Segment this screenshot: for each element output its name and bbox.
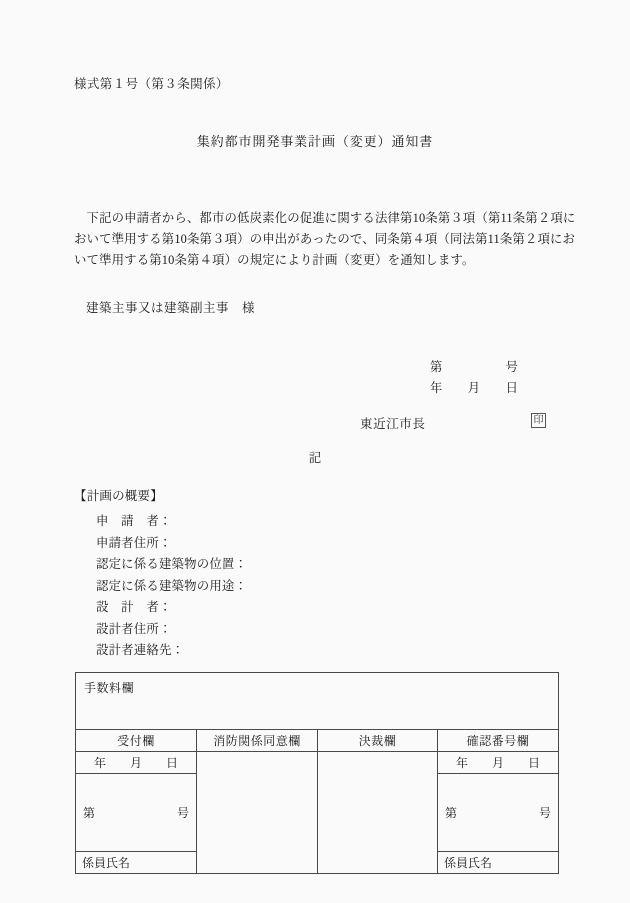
table-row bbox=[76, 752, 559, 774]
document-number-line: 第 号 bbox=[430, 360, 519, 374]
fee-approval-area[interactable] bbox=[318, 752, 438, 874]
fee-table bbox=[75, 672, 559, 874]
body-line-2: おいて準用する第10条第３項）の申出があったので、同条第４項（同法第11条第２項にお bbox=[74, 232, 576, 246]
form-number: 様式第１号（第３条関係） bbox=[74, 77, 229, 91]
outline-field-list bbox=[96, 511, 247, 662]
number-date-block bbox=[430, 357, 518, 399]
outline-heading: 【計画の概要】 bbox=[74, 489, 163, 503]
fee-confirm-number-suffix: 号 bbox=[539, 806, 552, 820]
fee-header-reception: 受付欄 bbox=[76, 730, 197, 752]
outline-field-applicant-address: 申請者住所： bbox=[96, 535, 172, 550]
addressee: 建築主事又は建築副主事 様 bbox=[86, 301, 256, 315]
fee-reception-date[interactable]: 年 月 日 bbox=[76, 752, 197, 774]
fee-table-title: 手数料欄 bbox=[76, 673, 559, 730]
fee-reception-number-prefix: 第 bbox=[83, 806, 96, 820]
outline-field-designer-address: 設計者住所： bbox=[96, 621, 172, 636]
fee-confirm-number-prefix: 第 bbox=[445, 806, 458, 820]
fee-fire-consent-area[interactable] bbox=[197, 752, 318, 874]
outline-field-designer: 設 計 者： bbox=[96, 600, 172, 614]
body-line-3: いて準用する第10条第４項）の規定により計画（変更）を通知します。 bbox=[74, 253, 475, 267]
seal-stamp-icon: 印 bbox=[531, 413, 546, 428]
body-line-1: 下記の申請者から、都市の低炭素化の促進に関する法律第10条第３項（第11条第２項に bbox=[74, 211, 576, 225]
fee-header-fire-consent: 消防関係同意欄 bbox=[197, 730, 318, 752]
section-marker: 記 bbox=[308, 451, 322, 465]
issuer-row bbox=[360, 413, 546, 435]
table-row bbox=[76, 673, 559, 730]
fee-reception-number[interactable] bbox=[76, 774, 197, 852]
document-date-line: 年 月 日 bbox=[430, 381, 519, 395]
fee-header-approval: 決裁欄 bbox=[318, 730, 438, 752]
outline-field-building-location: 認定に係る建築物の位置： bbox=[96, 557, 248, 571]
outline-field-building-use: 認定に係る建築物の用途： bbox=[96, 578, 248, 593]
fee-reception-number-suffix: 号 bbox=[176, 806, 189, 820]
fee-reception-staff-name[interactable]: 係員氏名 bbox=[76, 852, 197, 874]
document-title: 集約都市開発事業計画（変更）通知書 bbox=[196, 134, 434, 149]
fee-header-confirm-number: 確認番号欄 bbox=[438, 730, 559, 752]
fee-confirm-staff-name[interactable]: 係員氏名 bbox=[438, 852, 559, 874]
body-paragraph bbox=[74, 208, 576, 271]
fee-confirm-number[interactable] bbox=[438, 774, 559, 852]
issuer-name: 東近江市長 bbox=[360, 417, 426, 431]
outline-field-applicant: 申 請 者： bbox=[96, 514, 172, 528]
fee-confirm-date[interactable]: 年 月 日 bbox=[438, 752, 559, 774]
outline-field-designer-contact: 設計者連絡先： bbox=[96, 643, 185, 657]
table-row bbox=[76, 730, 559, 752]
